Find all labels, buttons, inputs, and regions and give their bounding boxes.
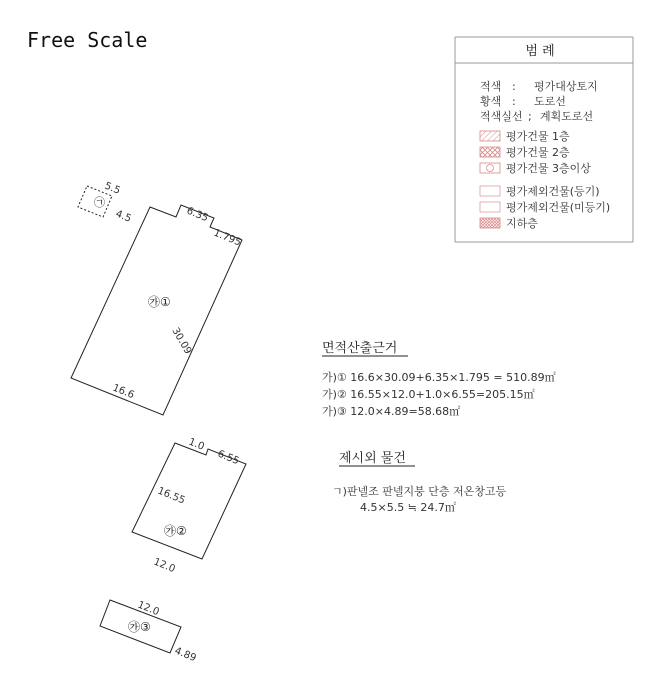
symbol-circle-box-icon xyxy=(480,163,500,173)
area-calculation xyxy=(322,340,556,418)
building-2-dim-top-notch: 1.0 xyxy=(186,436,206,453)
legend-row-2-key: 황색 xyxy=(480,95,502,108)
excluded-structure-label: ㉠ xyxy=(94,196,105,209)
legend-row-1-sep: : xyxy=(512,80,516,93)
excluded-items-heading: 제시외 물건 xyxy=(339,451,406,466)
building-3-dim-right: 4.89 xyxy=(172,645,198,665)
excluded-structure xyxy=(78,181,133,225)
legend-symbol-6-label: 지하층 xyxy=(506,217,538,230)
symbol-cross-hatch-icon xyxy=(480,147,500,157)
excluded-dim-right: 4.5 xyxy=(113,208,133,225)
building-3 xyxy=(100,600,198,665)
building-3-label: ㉮③ xyxy=(128,620,151,634)
legend-symbol-4-label: 평가제외건물(등기) xyxy=(506,185,600,198)
area-calc-heading: 면적산출근거 xyxy=(322,341,398,356)
legend-row-3-key: 적색실선 xyxy=(480,110,523,123)
excluded-items-line-2: 4.5×5.5 ≒ 24.7㎡ xyxy=(360,501,456,514)
area-calc-line-2: 가)② 16.55×12.0+1.0×6.55=205.15㎡ xyxy=(322,388,535,401)
excluded-items-line-1: ㄱ)판넬조 판넬지붕 단층 저온창고등 xyxy=(332,485,507,498)
legend xyxy=(455,37,633,242)
legend-symbol-5-label: 평가제외건물(미등기) xyxy=(506,201,611,214)
symbol-empty-unregistered-icon xyxy=(480,202,500,212)
building-1-dim-right: 30.09 xyxy=(169,326,194,357)
area-calc-line-3: 가)③ 12.0×4.89=58.68㎡ xyxy=(322,405,461,418)
building-1-dim-bottom: 16.6 xyxy=(110,382,136,402)
legend-heading: 범 례 xyxy=(525,44,555,59)
area-calc-line-1: 가)① 16.6×30.09+6.35×1.795 = 510.89㎡ xyxy=(322,371,556,384)
legend-row-2-sep: : xyxy=(512,95,516,108)
building-1 xyxy=(71,205,243,415)
page-title: Free Scale xyxy=(27,28,148,52)
legend-row-1-value: 평가대상토지 xyxy=(534,80,598,93)
legend-symbol-2-label: 평가건물 2층 xyxy=(506,146,570,159)
legend-row-3-sep: ; xyxy=(528,110,532,123)
building-2-dim-left: 16.55 xyxy=(155,485,187,507)
excluded-items xyxy=(332,450,507,514)
symbol-diagonal-hatch-icon xyxy=(480,131,500,141)
building-1-dim-top-right: 1.795 xyxy=(211,227,243,249)
building-1-label: ㉮① xyxy=(148,295,171,309)
legend-row-2-value: 도로선 xyxy=(534,95,566,108)
symbol-empty-registered-icon xyxy=(480,186,500,196)
building-2-label: ㉮② xyxy=(164,524,187,538)
excluded-dim-top: 5.5 xyxy=(102,180,122,197)
building-2 xyxy=(132,437,246,576)
building-2-dim-top: 6.55 xyxy=(215,448,241,468)
legend-row-3-value: 계획도로선 xyxy=(540,110,594,123)
symbol-basement-icon xyxy=(480,218,500,228)
building-3-dim-top: 12.0 xyxy=(135,599,161,619)
legend-symbol-3-label: 평가건물 3층이상 xyxy=(506,162,591,175)
legend-row-1-key: 적색 xyxy=(480,80,502,93)
building-2-dim-bottom: 12.0 xyxy=(151,556,177,576)
legend-symbol-1-label: 평가건물 1층 xyxy=(506,130,570,143)
building-1-dim-top-left: 6.35 xyxy=(184,205,210,225)
